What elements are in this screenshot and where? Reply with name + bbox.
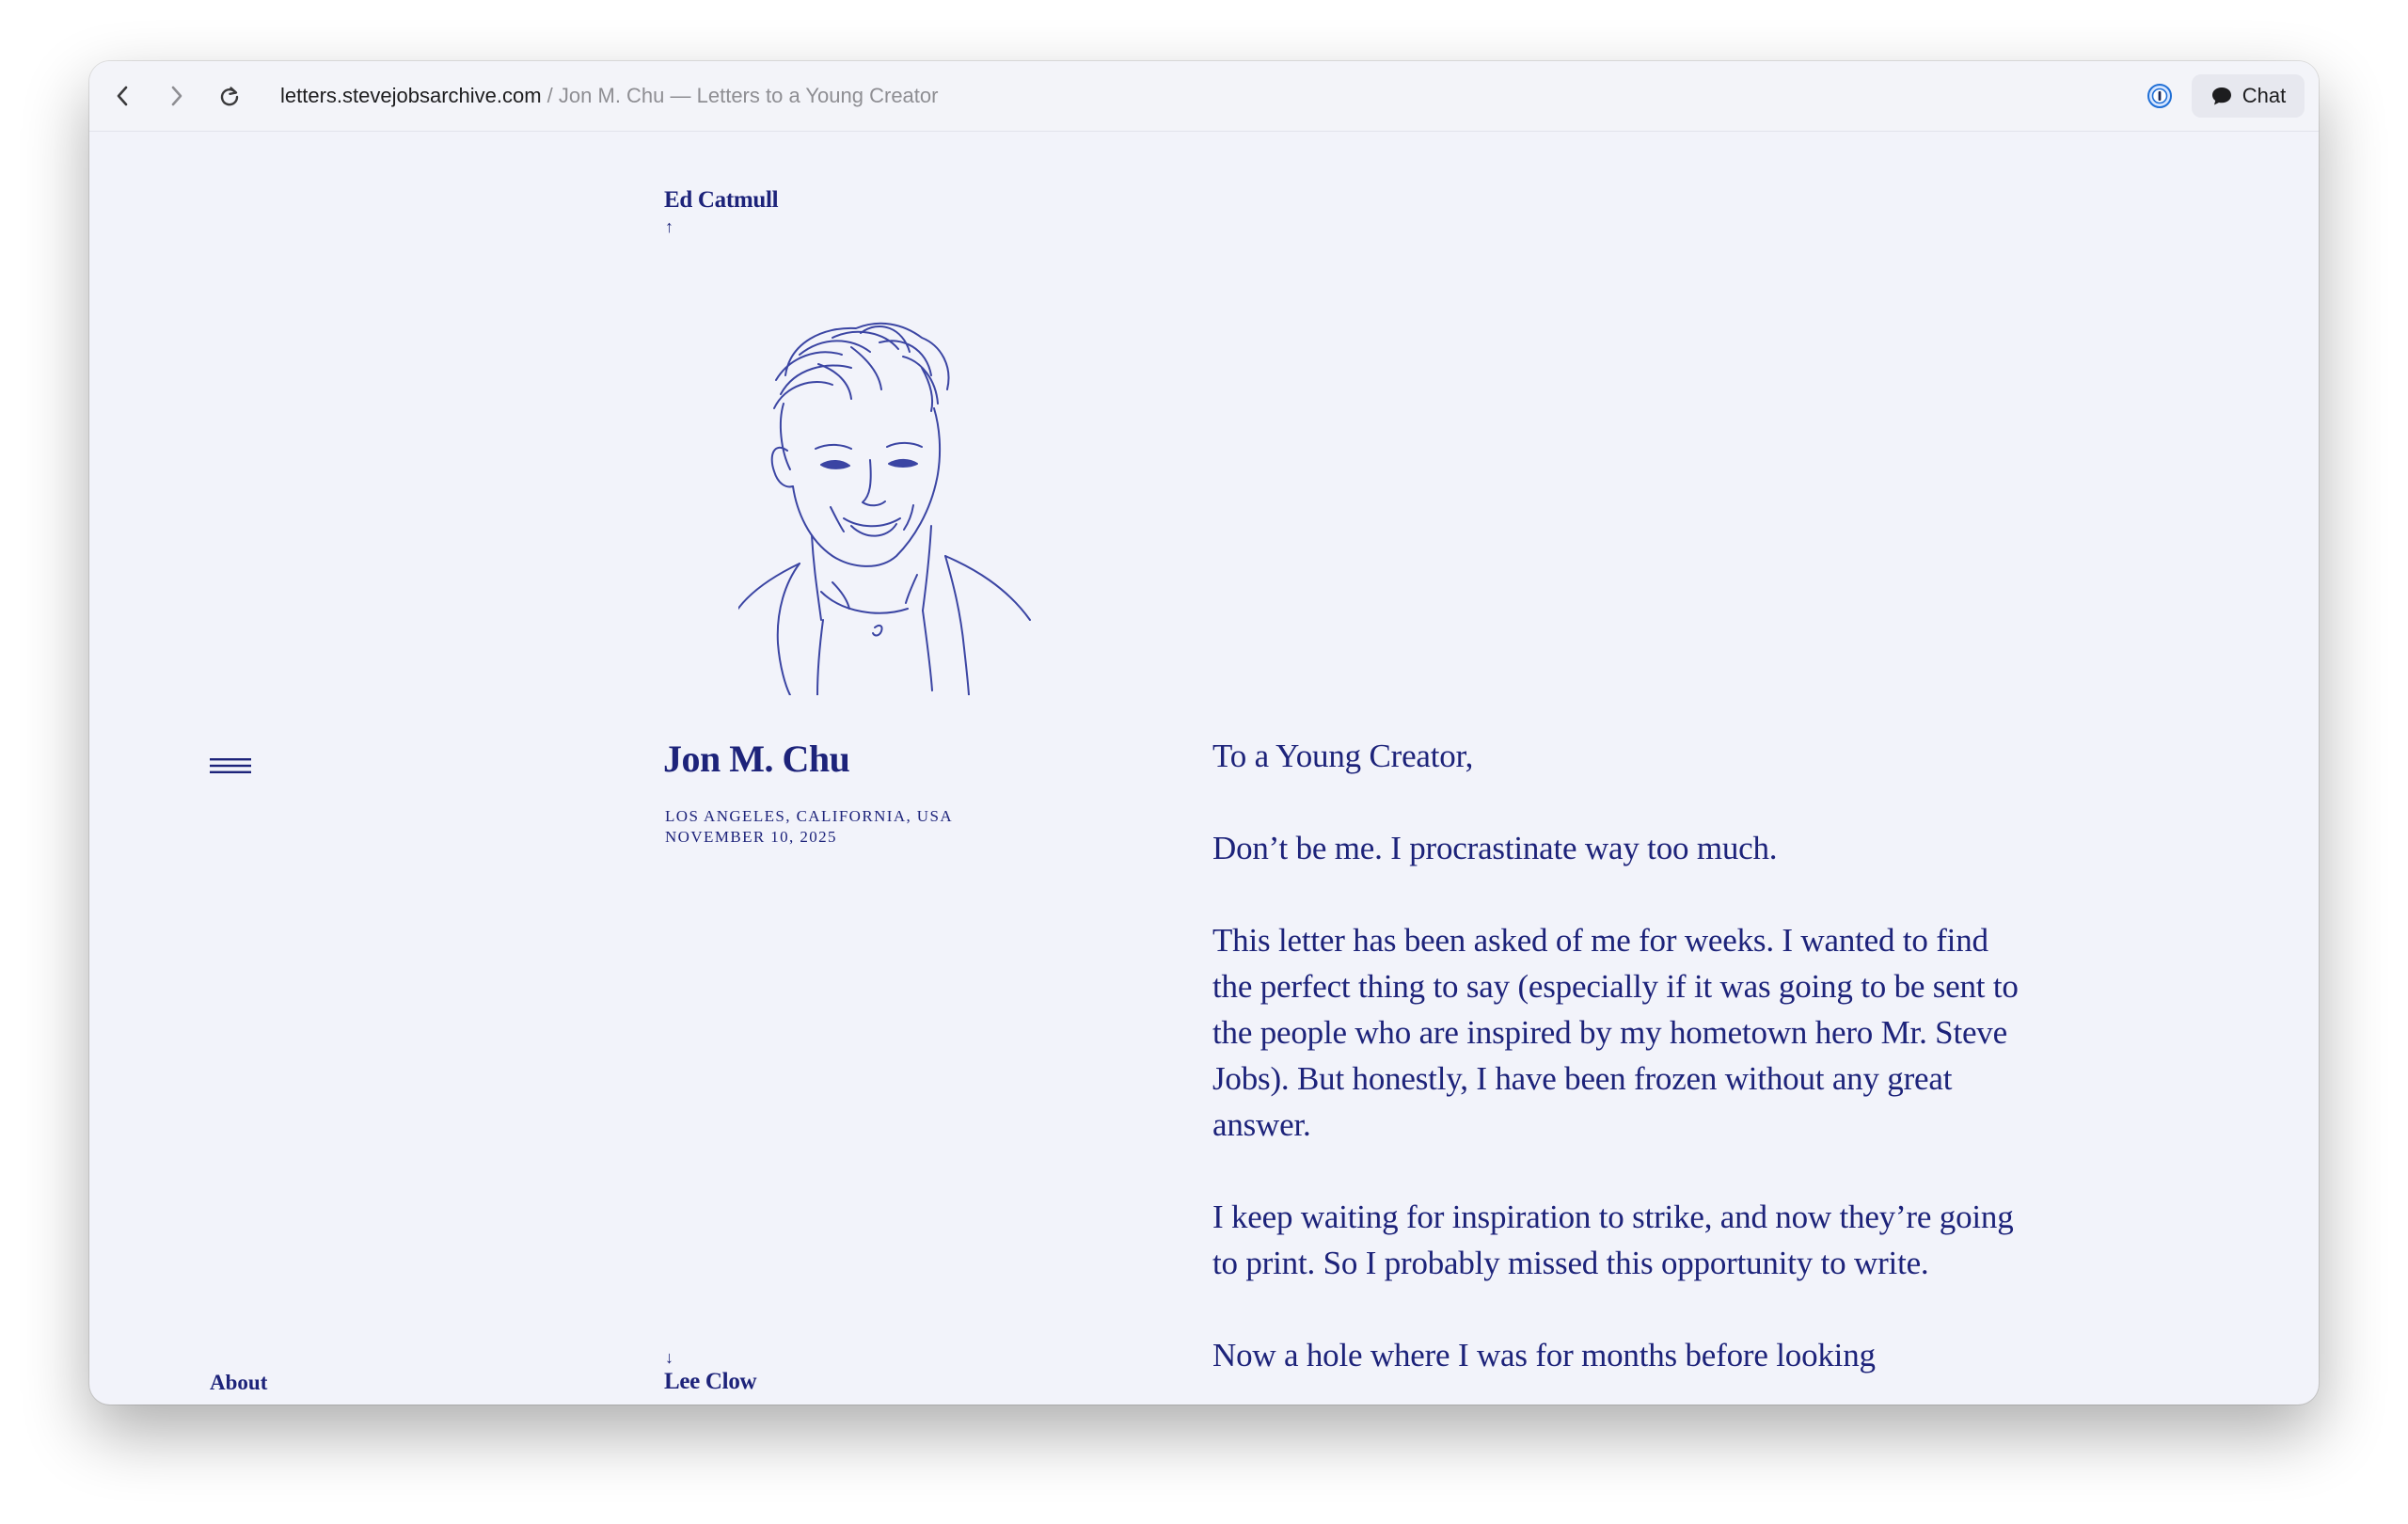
- letter-paragraph: Now a hole where I was for months before looking: [1212, 1337, 1876, 1373]
- reload-button[interactable]: [215, 82, 244, 110]
- next-letter-link[interactable]: Lee Clow: [664, 1369, 757, 1394]
- author-location: LOS ANGELES, CALIFORNIA, USA: [665, 807, 954, 825]
- browser-toolbar: [89, 61, 2319, 132]
- forward-button[interactable]: [163, 82, 191, 110]
- next-arrow[interactable]: ↓: [665, 1348, 673, 1367]
- previous-letter-link[interactable]: Ed Catmull: [664, 187, 779, 213]
- author-meta: [665, 806, 953, 848]
- author-name: Jon M. Chu: [663, 738, 850, 780]
- url-page-title: Jon M. Chu — Letters to a Young Creator: [558, 84, 939, 107]
- url-separator: /: [541, 84, 559, 107]
- browser-window: [89, 61, 2319, 1405]
- letter-page: [89, 131, 2319, 1405]
- chat-button-label: Chat: [2242, 84, 2287, 107]
- about-link[interactable]: About: [210, 1371, 268, 1394]
- letter-body: [1212, 733, 2021, 1405]
- letter-paragraph: This letter has been asked of me for weeks. I wanted to find the perfect thing to say (especially if it was going to be sent to the people who are inspired by my hometown hero Mr. Steve Jobs). But honestly, I have been frozen without any great answer.: [1212, 922, 2019, 1143]
- password-manager-button[interactable]: [2147, 83, 2173, 109]
- portrait-illustration: [738, 310, 1039, 695]
- reload-icon: [218, 85, 241, 107]
- forward-arrow-icon: [170, 86, 183, 106]
- letter-paragraph: Don’t be me. I procrastinate way too much.: [1212, 830, 1778, 866]
- back-button[interactable]: [108, 82, 136, 110]
- url-host: letters.stevejobsarchive.com: [280, 84, 542, 107]
- address-bar[interactable]: [280, 61, 938, 131]
- letter-paragraph: To a Young Creator,: [1212, 738, 1474, 774]
- back-arrow-icon: [116, 86, 129, 106]
- letter-paragraph: I keep waiting for inspiration to strike, and now they’re going to print. So I probably missed this opportunity to write.: [1212, 1199, 2014, 1281]
- letter-date: NOVEMBER 10, 2025: [665, 828, 837, 846]
- previous-arrow[interactable]: ↑: [665, 217, 673, 236]
- hamburger-menu-icon[interactable]: [210, 757, 251, 774]
- password-manager-icon: [2147, 83, 2173, 109]
- chat-button[interactable]: [2192, 74, 2305, 118]
- chat-bubble-icon: [2210, 86, 2233, 106]
